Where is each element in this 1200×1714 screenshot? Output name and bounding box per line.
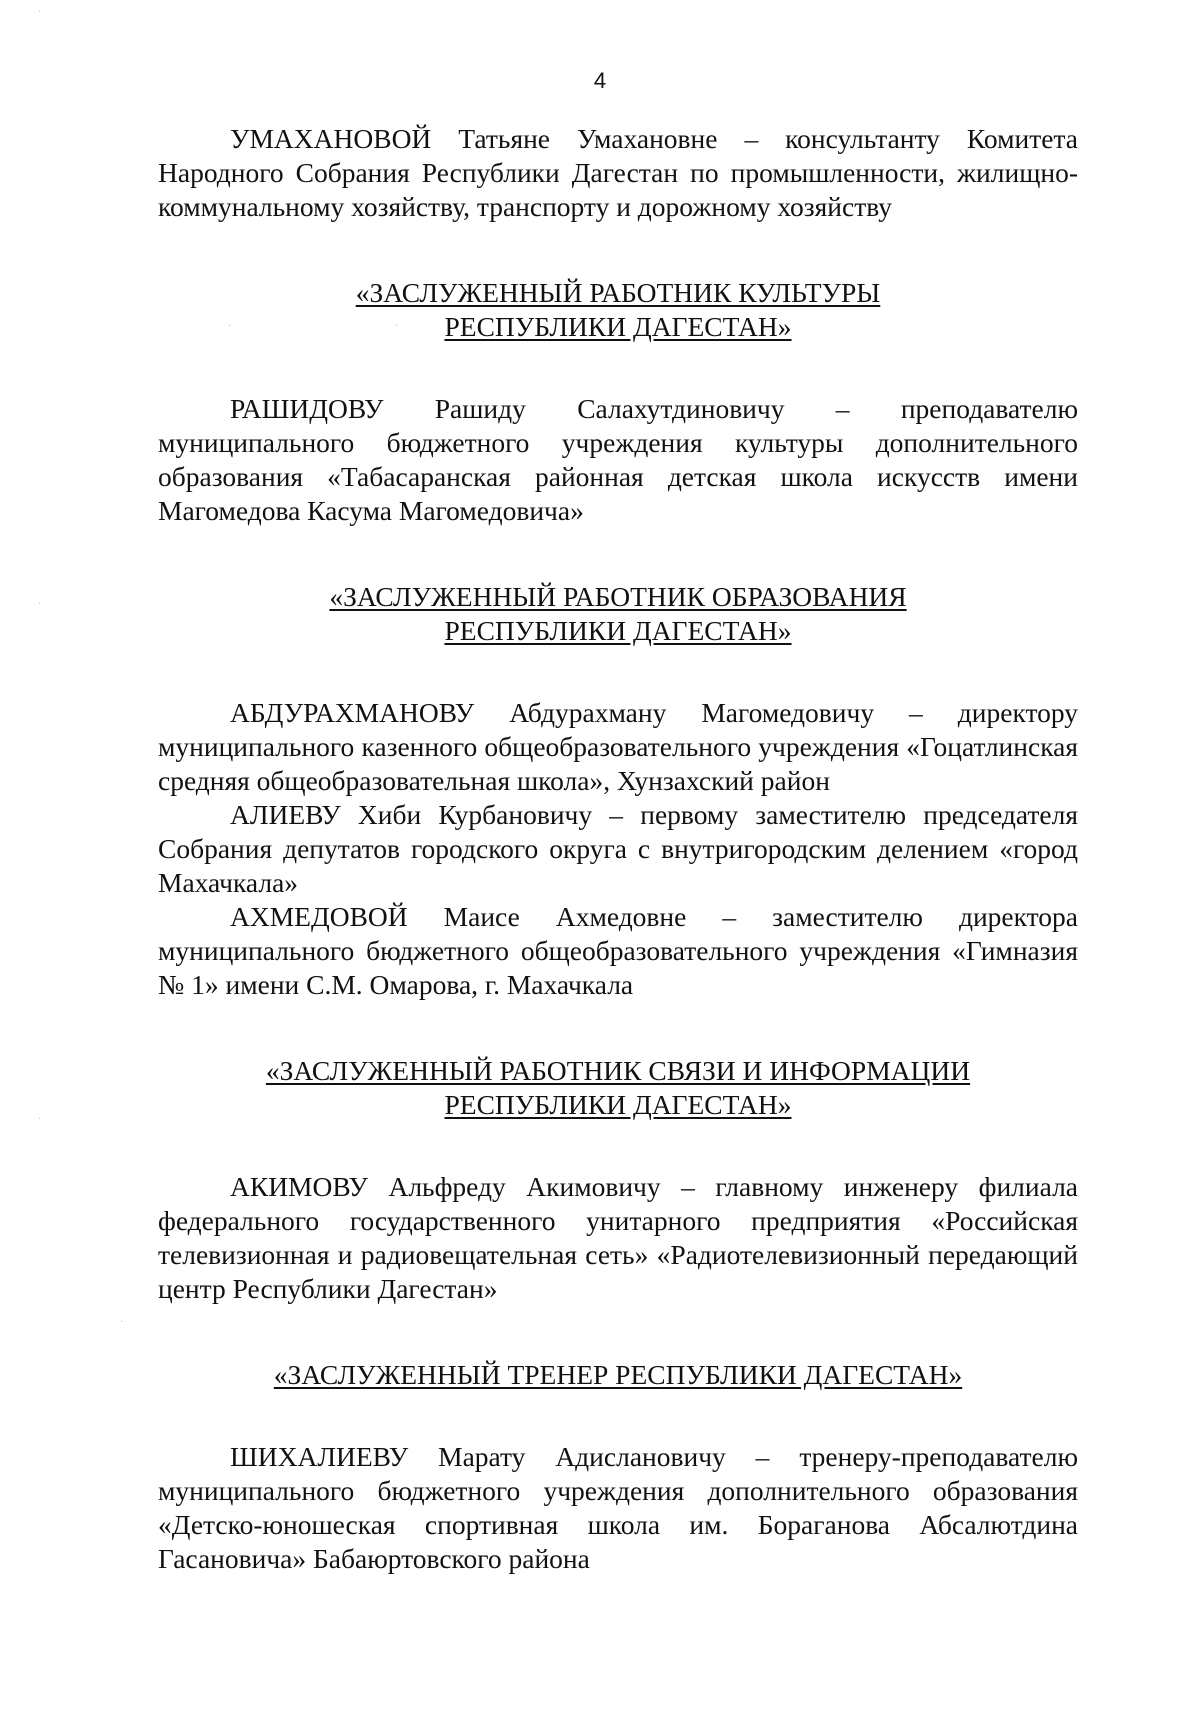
heading-communications-line2: РЕСПУБЛИКИ ДАГЕСТАН» (444, 1089, 792, 1120)
scan-speck: · (120, 1317, 124, 1328)
paragraph-umakhanova: УМАХАНОВОЙ Татьяне Умахановне – консультанту Комитета Народного Собрания Республики Дагестан по промышленности, жилищно-коммунальному хозяйству, транспорту и дорожному хозяйству (158, 123, 1078, 222)
scan-speck: · (38, 7, 42, 18)
scan-speck: · (395, 321, 399, 332)
paragraph-shikhaliev: ШИХАЛИЕВУ Марату Адислановичу – тренеру-преподавателю муниципального бюджетного учреждения дополнительного образования «Детско-юношеская спортивная школа им. Бораганова Абсалютдина Гасановича» Бабаюртовского района (158, 1441, 1078, 1574)
scan-speck: · (38, 599, 42, 610)
document-body (158, 122, 1078, 1576)
heading-coach-line1: «ЗАСЛУЖЕННЫЙ ТРЕНЕР РЕСПУБЛИКИ ДАГЕСТАН» (273, 1359, 963, 1390)
paragraph-abdurakhmanov: АБДУРАХМАНОВУ Абдурахману Магомедовичу – директору муниципального казенного общеобразовательного учреждения «Гоцатлинская средняя общеобразовательная школа», Хунзахский район (158, 697, 1078, 796)
page-number: 4 (593, 68, 607, 93)
heading-education-line1: «ЗАСЛУЖЕННЫЙ РАБОТНИК ОБРАЗОВАНИЯ (329, 581, 907, 612)
heading-education-worker (158, 580, 1078, 648)
heading-culture-line2: РЕСПУБЛИКИ ДАГЕСТАН» (444, 311, 792, 342)
paragraph-aliev: АЛИЕВУ Хиби Курбановичу – первому заместителю председателя Собрания депутатов городского округа с внутригородским делением «город Махачкала» (158, 799, 1078, 898)
heading-culture-line1: «ЗАСЛУЖЕННЫЙ РАБОТНИК КУЛЬТУРЫ (355, 277, 881, 308)
heading-culture-worker (158, 276, 1078, 344)
heading-education-line2: РЕСПУБЛИКИ ДАГЕСТАН» (444, 615, 792, 646)
paragraph-akimov: АКИМОВУ Альфреду Акимовичу – главному инженеру филиала федерального государственного унитарного предприятия «Российская телевизионная и радиовещательная сеть» «Радиотелевизионный передающий центр Республики Дагестан» (158, 1171, 1078, 1304)
scan-speck: · (38, 1114, 42, 1125)
heading-honored-coach (158, 1358, 1078, 1392)
heading-communications-line1: «ЗАСЛУЖЕННЫЙ РАБОТНИК СВЯЗИ И ИНФОРМАЦИИ (265, 1055, 971, 1086)
heading-communications-worker (158, 1054, 1078, 1122)
scan-speck: · (228, 321, 232, 332)
paragraph-akhmedova: АХМЕДОВОЙ Маисе Ахмедовне – заместителю директора муниципального бюджетного общеобразовательного учреждения «Гимназия № 1» имени С.М. Омарова, г. Махачкала (158, 901, 1078, 1000)
paragraph-rashidov: РАШИДОВУ Рашиду Салахутдиновичу – преподавателю муниципального бюджетного учреждения культуры дополнительного образования «Табасаранская районная детская школа искусств имени Магомедова Касума Магомедовича» (158, 393, 1078, 526)
